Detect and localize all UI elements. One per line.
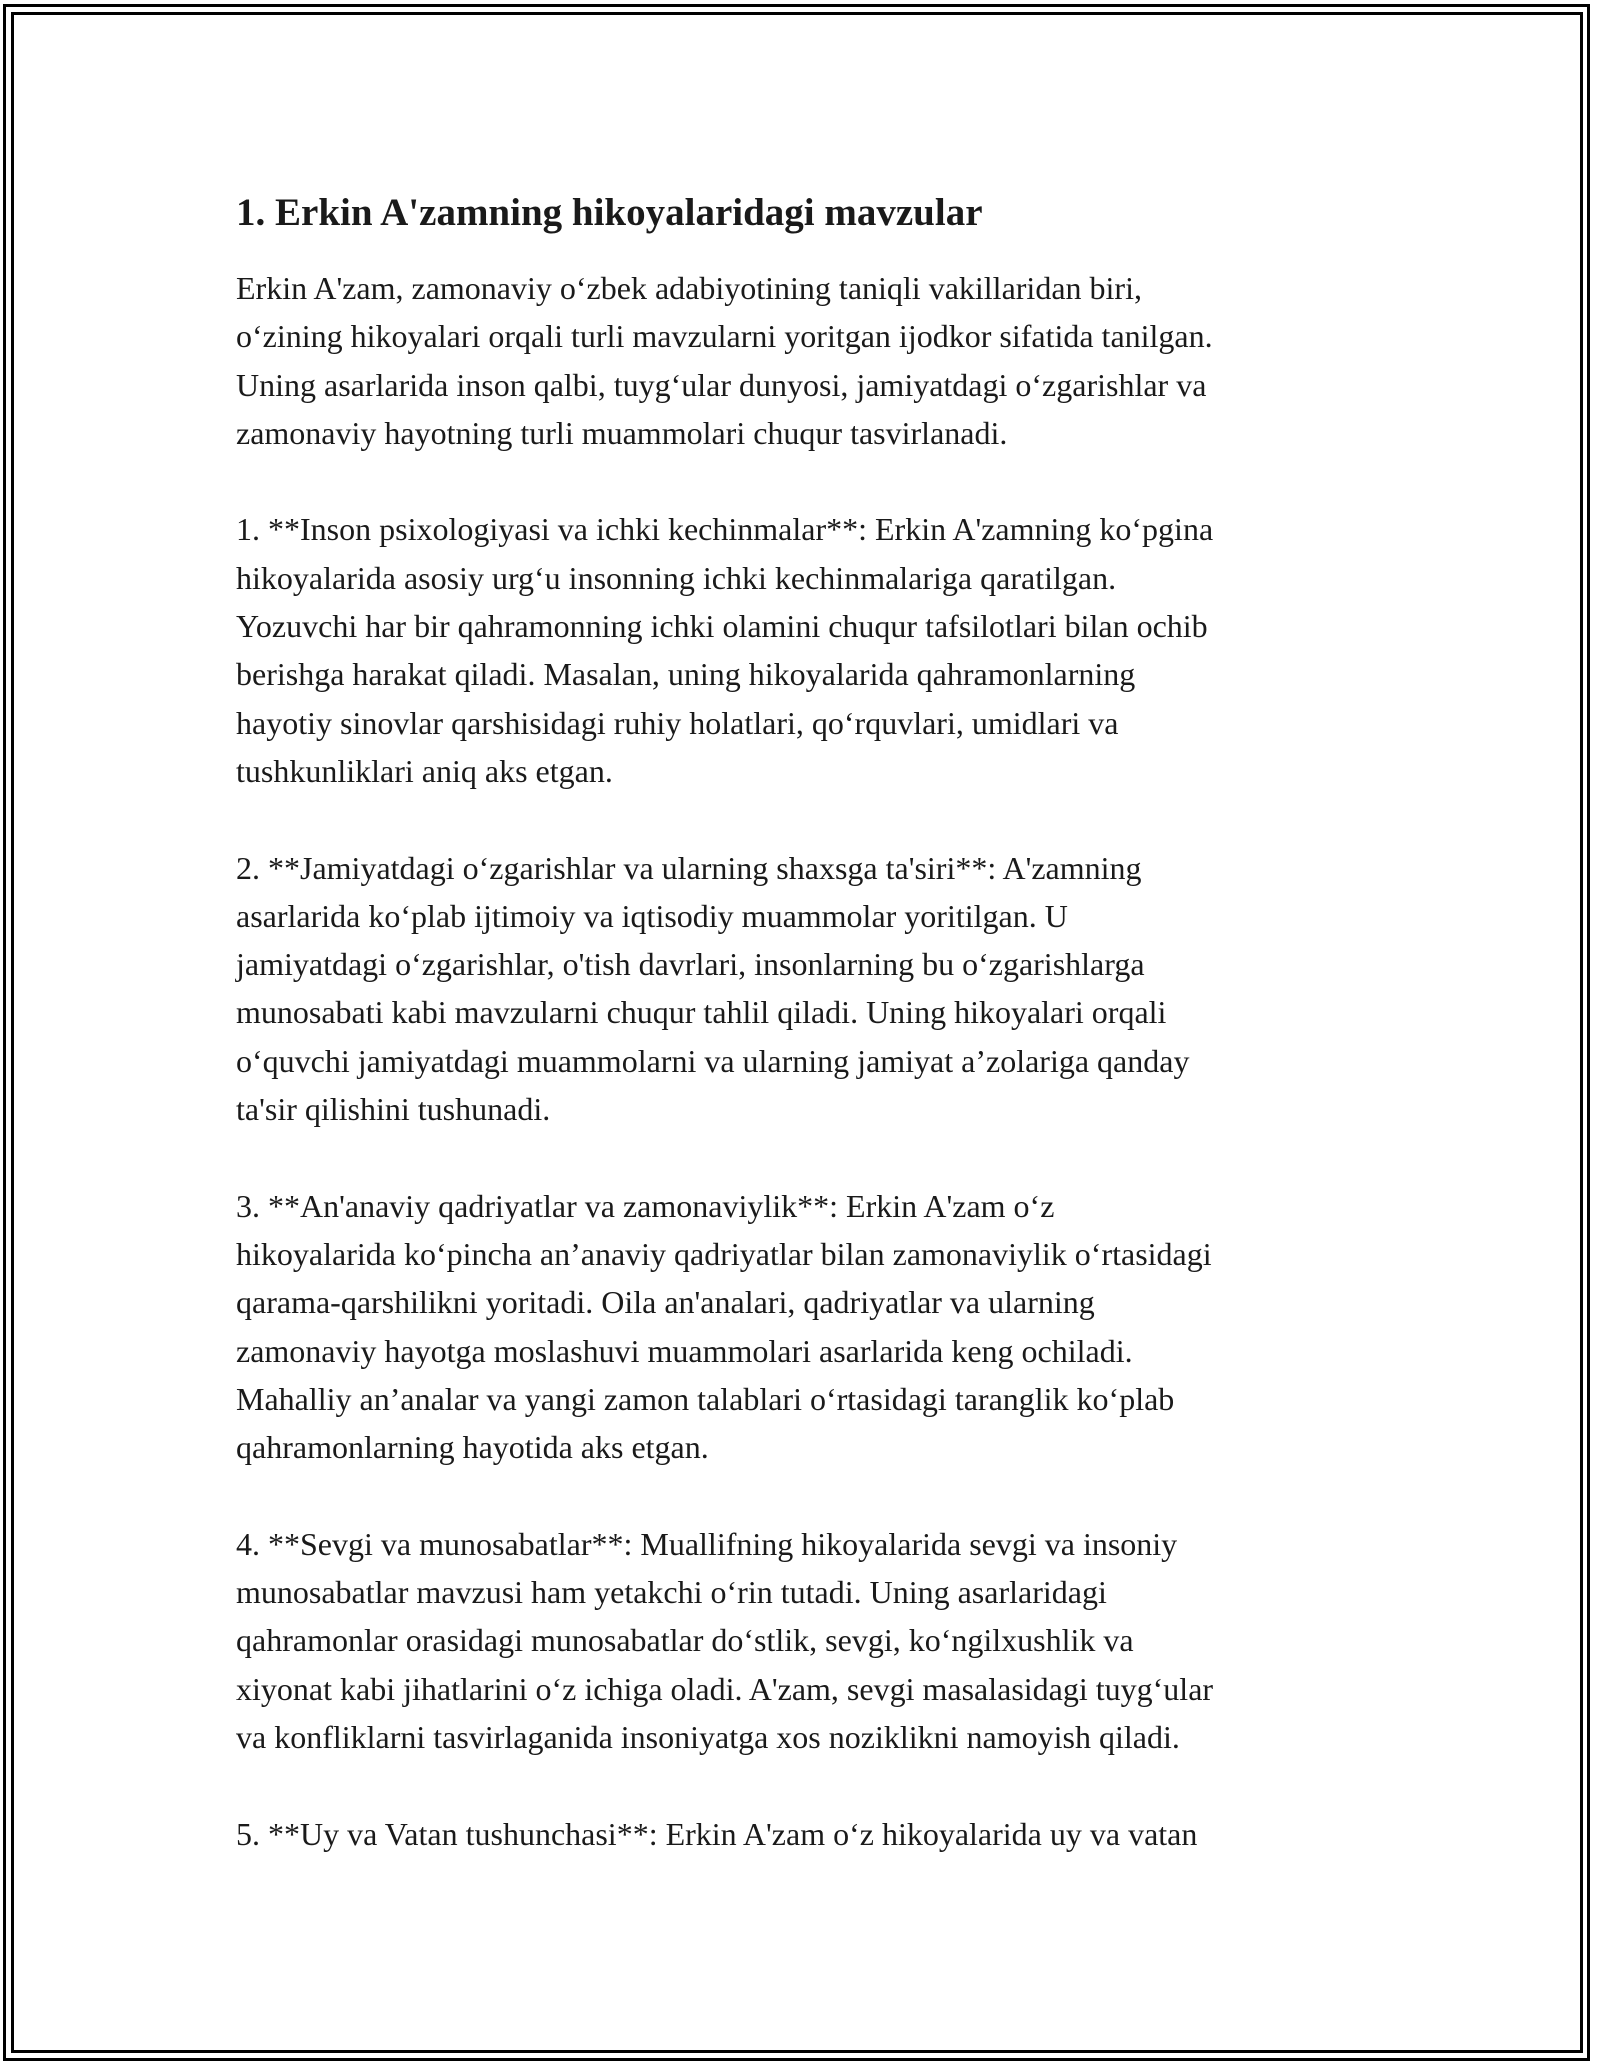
text-line: ta'sir qilishini tushunadi.: [236, 1091, 551, 1128]
text-line: Mahalliy an’analar va yangi zamon talablari o‘rtasidagi taranglik ko‘plab: [236, 1380, 1175, 1417]
text-line: Erkin A'zam, zamonaviy o‘zbek adabiyotining taniqli vakillaridan biri,: [236, 270, 1142, 306]
list-paragraph-3: [236, 1182, 1386, 1472]
text-line: asarlarida ko‘plab ijtimoiy va iqtisodiy muammolar yoritilgan. U: [236, 897, 1068, 934]
text-line: hikoyalarida ko‘pincha an’anaviy qadriyatlar bilan zamonaviylik o‘rtasidagi: [236, 1235, 1212, 1272]
document-body: [236, 186, 1386, 1906]
text-line: hayotiy sinovlar qarshisidagi ruhiy holatlari, qo‘rquvlari, umidlari va: [236, 704, 1119, 741]
text-line: qahramonlar orasidagi munosabatlar do‘stlik, sevgi, ko‘ngilxushlik va: [236, 1622, 1134, 1659]
text-line: qahramonlarning hayotida aks etgan.: [236, 1429, 709, 1466]
list-paragraph-2: [236, 844, 1386, 1134]
text-line: va konfliklarni tasvirlaganida insoniyatga xos noziklikni namoyish qiladi.: [236, 1718, 1180, 1755]
text-line: zamonaviy hayotga moslashuvi muammolari asarlarida keng ochiladi.: [236, 1332, 1133, 1369]
text-line: 1. **Inson psixologiyasi va ichki kechinmalar**: Erkin A'zamning ko‘pgina: [236, 511, 1214, 548]
text-line: munosabatlar mavzusi ham yetakchi o‘rin tutadi. Uning asarlaridagi: [236, 1574, 1107, 1611]
text-line: jamiyatdagi o‘zgarishlar, o'tish davrlari, insonlarning bu o‘zgarishlarga: [236, 946, 1145, 983]
text-line: tushkunliklari aniq aks etgan.: [236, 752, 613, 789]
text-line: 3. **An'anaviy qadriyatlar va zamonaviylik**: Erkin A'zam o‘z: [236, 1187, 1055, 1224]
text-line: o‘quvchi jamiyatdagi muammolarni va ularning jamiyat a’zolariga qanday: [236, 1042, 1190, 1079]
text-line: 5. **Uy va Vatan tushunchasi**: Erkin A'zam o‘z hikoyalarida uy va vatan: [236, 1815, 1198, 1852]
text-line: qarama-qarshilikni yoritadi. Oila an'analari, qadriyatlar va ularning: [236, 1284, 1095, 1321]
text-line: 2. **Jamiyatdagi o‘zgarishlar va ularning shaxsga ta'siri**: A'zamning: [236, 849, 1142, 886]
text-line: munosabati kabi mavzularni chuqur tahlil qiladi. Uning hikoyalari orqali: [236, 994, 1167, 1031]
text-line: hikoyalarida asosiy urg‘u insonning ichki kechinmalariga qaratilgan.: [236, 559, 1117, 596]
text-line: Uning asarlarida inson qalbi, tuyg‘ular dunyosi, jamiyatdagi o‘zgarishlar va: [236, 366, 1207, 403]
text-line: o‘zining hikoyalari orqali turli mavzularni yoritgan ijodkor sifatida tanilgan.: [236, 318, 1213, 355]
list-paragraph-1: [236, 505, 1386, 795]
text-line: 4. **Sevgi va munosabatlar**: Muallifning hikoyalarida sevgi va insoniy: [236, 1525, 1178, 1562]
text-line: Yozuvchi har bir qahramonning ichki olamini chuqur tafsilotlari bilan ochib: [236, 608, 1208, 645]
text-line: berishga harakat qiladi. Masalan, uning hikoyalarida qahramonlarning: [236, 656, 1136, 693]
section-heading: 1. Erkin A'zamning hikoyalaridagi mavzular: [236, 191, 983, 234]
intro-paragraph: [236, 264, 1386, 457]
text-line: xiyonat kabi jihatlarini o‘z ichiga oladi. A'zam, sevgi masalasidagi tuyg‘ular: [236, 1670, 1214, 1707]
list-paragraph-4: [236, 1520, 1386, 1761]
text-line: zamonaviy hayotning turli muammolari chuqur tasvirlanadi.: [236, 414, 1008, 451]
list-paragraph-5: [236, 1810, 1386, 1858]
